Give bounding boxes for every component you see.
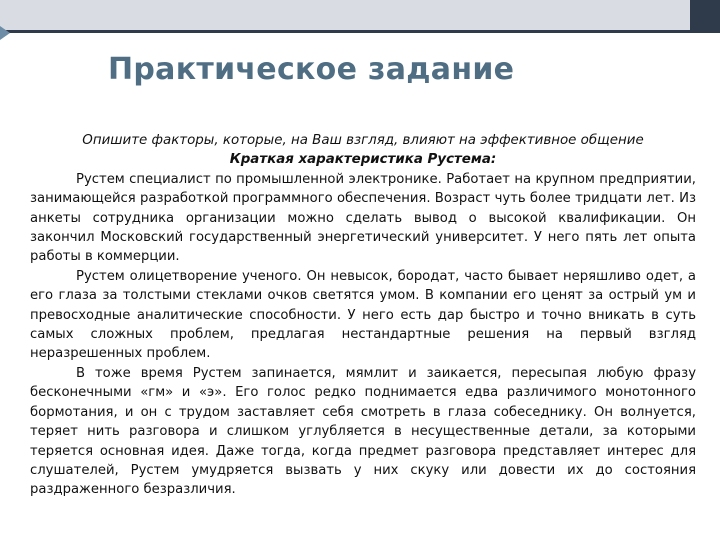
paragraph-1: Рустем специалист по промышленной электронике. Работает на крупном предприятии, занимающейся разработкой программного обеспечения. Возраст чуть более тридцати лет. Из анкеты сотрудника организации можно сделать вывод о высокой квалификации. Он закончил Московский государственный энергетический университет. У него пять лет опыта работы в коммерции. (30, 171, 696, 265)
slide-title: Практическое задание (108, 52, 515, 87)
paragraph-2: Рустем олицетворение ученого. Он невысок, бородат, часто бывает неряшливо одет, а его глаза за толстыми стеклами очков светятся умом. В компании его ценят за острый ум и превосходные аналитические способности. У него есть дар быстро и точно вникать в суть самых сложных проблем, предлагая нестандартные решения на первый взгляд неразрешенных проблем. (30, 268, 696, 362)
character-subheading: Краткая характеристика Рустема: (229, 152, 497, 168)
header-rule (0, 30, 720, 33)
slide-body (30, 131, 696, 500)
accent-triangle-icon (0, 26, 10, 40)
header-bar-light (0, 0, 690, 30)
task-question: Опишите факторы, которые, на Ваш взгляд, влияют на эффективное общение (82, 133, 644, 148)
header-bar-dark-block (690, 0, 720, 30)
paragraph-3: В тоже время Рустем запинается, мямлит и заикается, пересыпая любую фразу бесконечными «гм» и «э». Его голос редко поднимается едва различимого монотонного бормотания, и он с трудом заставляет себя смотреть в глаза собеседнику. Он волнуется, теряет нить разговора и слишком углубляется в несущественные детали, за которыми теряется основная идея. Даже тогда, когда предмет разговора представляет интерес для слушателей, Рустем умудряется вызвать у них скуку или довести их до состояния раздраженного безразличия. (30, 365, 696, 498)
header-bar (0, 0, 720, 30)
